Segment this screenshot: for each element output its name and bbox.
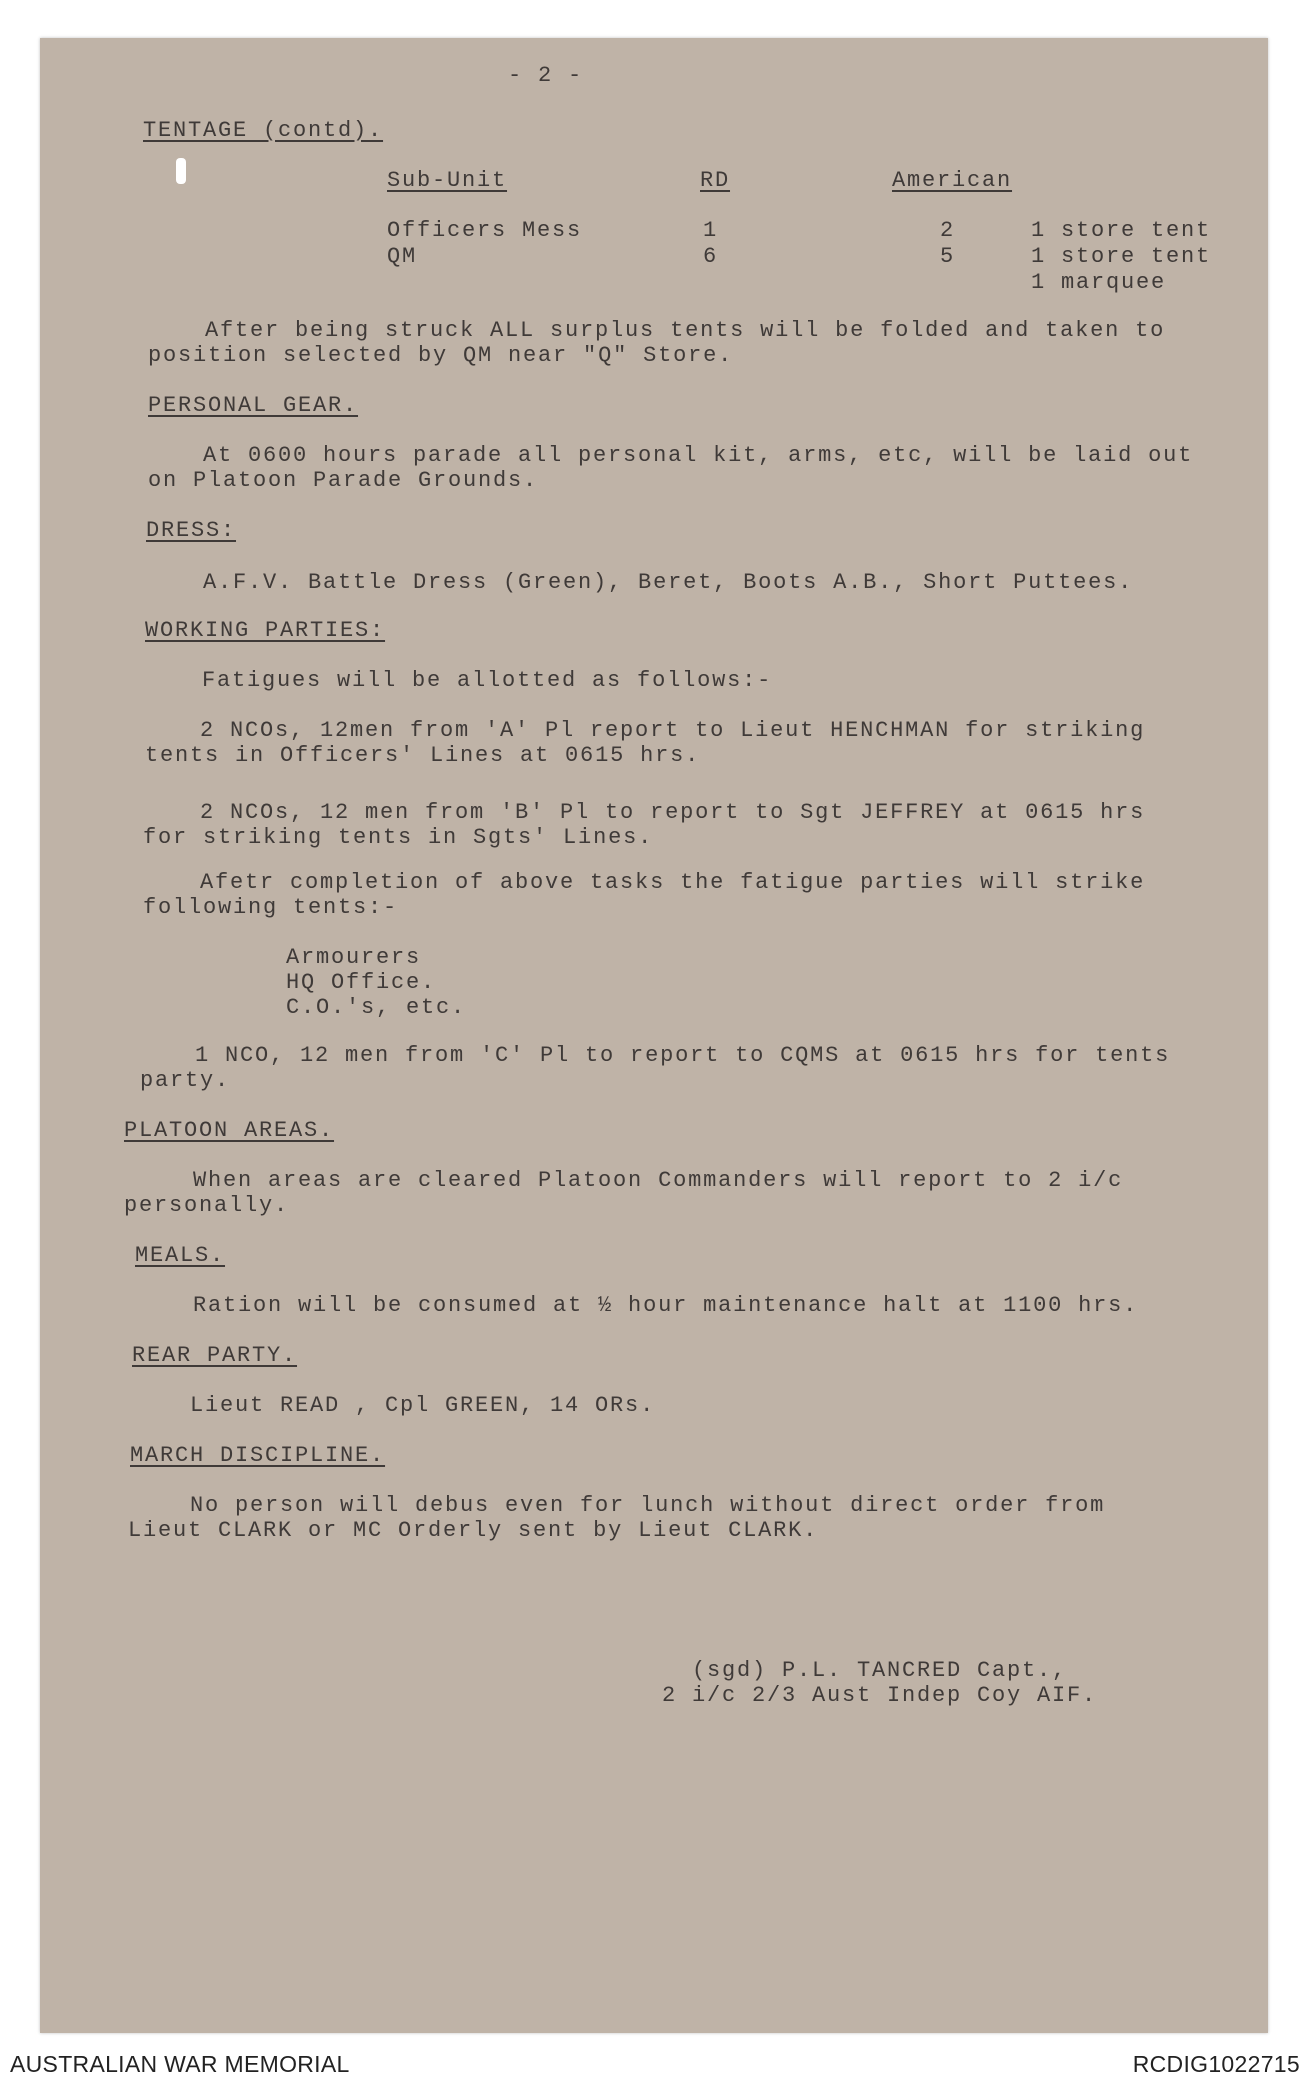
heading-rear-party: REAR PARTY. xyxy=(132,1343,298,1368)
paragraph-line: 1 NCO, 12 men from 'C' Pl to report to CQMS at 0615 hrs for tents xyxy=(195,1043,1171,1068)
footer-source: AUSTRALIAN WAR MEMORIAL xyxy=(10,2051,350,2077)
heading-dress: DRESS: xyxy=(146,518,237,543)
table-cell-american: 5 xyxy=(940,244,956,269)
paragraph-line: At 0600 hours parade all personal kit, arms, etc, will be laid out xyxy=(203,443,1194,468)
page-number: - 2 - xyxy=(508,63,584,88)
heading-platoon-areas: PLATOON AREAS. xyxy=(124,1118,335,1143)
paragraph-line: A.F.V. Battle Dress (Green), Beret, Boots A.B., Short Puttees. xyxy=(203,570,1134,595)
paragraph-line: position selected by QM near "Q" Store. xyxy=(148,343,734,368)
paragraph-line: Lieut CLARK or MC Orderly sent by Lieut CLARK. xyxy=(128,1518,819,1543)
table-cell-rd: 1 xyxy=(703,218,719,243)
paragraph-line: 2 NCOs, 12men from 'A' Pl report to Lieut HENCHMAN for striking xyxy=(200,718,1146,743)
heading-meals: MEALS. xyxy=(135,1243,226,1268)
paragraph-line: After being struck ALL surplus tents will be folded and taken to xyxy=(205,318,1166,343)
paragraph-line: 2 NCOs, 12 men from 'B' Pl to report to Sgt JEFFREY at 0615 hrs xyxy=(200,800,1146,825)
table-extra-line: 1 marquee xyxy=(1031,270,1167,295)
signature-line: (sgd) P.L. TANCRED Capt., xyxy=(692,1658,1068,1683)
table-cell-american: 2 xyxy=(940,218,956,243)
paragraph-line: on Platoon Parade Grounds. xyxy=(148,468,539,493)
paragraph-line: When areas are cleared Platoon Commanders will report to 2 i/c xyxy=(193,1168,1124,1193)
list-item: HQ Office. xyxy=(286,970,437,995)
paragraph-line: for striking tents in Sgts' Lines. xyxy=(143,825,654,850)
table-row: Officers Mess xyxy=(387,218,583,243)
punch-hole xyxy=(176,158,186,184)
paragraph-line: Fatigues will be allotted as follows:- xyxy=(202,668,773,693)
document-page xyxy=(40,38,1268,2033)
table-header-rd: RD xyxy=(700,168,731,193)
table-header-sub-unit: Sub-Unit xyxy=(387,168,508,193)
table-cell-extra: 1 store tent xyxy=(1031,244,1212,269)
table-cell-extra: 1 store tent xyxy=(1031,218,1212,243)
heading-personal-gear: PERSONAL GEAR. xyxy=(148,393,359,418)
paragraph-line: Ration will be consumed at ½ hour maintenance halt at 1100 hrs. xyxy=(193,1293,1139,1318)
paragraph-line: personally. xyxy=(124,1193,290,1218)
heading-march-discipline: MARCH DISCIPLINE. xyxy=(130,1443,386,1468)
list-item: Armourers xyxy=(286,945,422,970)
paragraph-line: party. xyxy=(140,1068,231,1093)
heading-working-parties: WORKING PARTIES: xyxy=(145,618,386,643)
table-header-american: American xyxy=(892,168,1013,193)
footer-catalog-id: RCDIG1022715 xyxy=(1132,2051,1300,2077)
paragraph-line: tents in Officers' Lines at 0615 hrs. xyxy=(145,743,701,768)
paragraph-line: Lieut READ , Cpl GREEN, 14 ORs. xyxy=(190,1393,656,1418)
signature-line: 2 i/c 2/3 Aust Indep Coy AIF. xyxy=(662,1683,1098,1708)
table-row: QM xyxy=(387,244,418,269)
table-cell-rd: 6 xyxy=(703,244,719,269)
paragraph-line: No person will debus even for lunch without direct order from xyxy=(190,1493,1106,1518)
paragraph-line: Afetr completion of above tasks the fatigue parties will strike xyxy=(200,870,1146,895)
heading-tentage: TENTAGE (contd). xyxy=(143,118,384,143)
paragraph-line: following tents:- xyxy=(143,895,399,920)
list-item: C.O.'s, etc. xyxy=(286,995,467,1020)
